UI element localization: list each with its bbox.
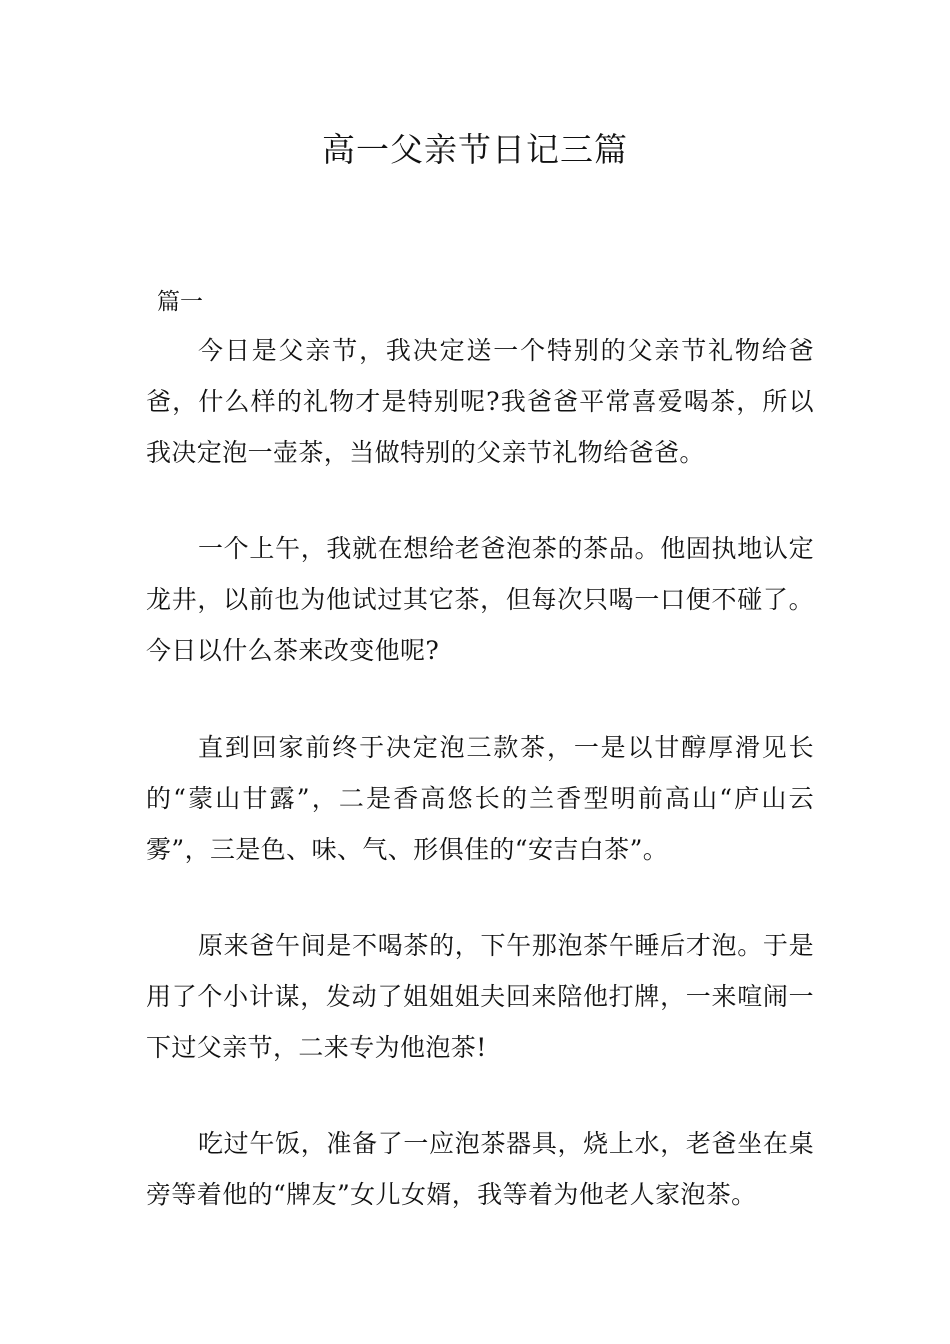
paragraph-5: 吃过午饭，准备了一应泡茶器具，烧上水，老爸坐在桌旁等着他的“牌友”女儿女婿，我等着为他老人家泡茶。 bbox=[146, 1129, 814, 1209]
paragraph-3: 直到回家前终于决定泡三款茶，一是以甘醇厚滑见长的“蒙山甘露”，二是香高悠长的兰香型明前高山“庐山云雾”，三是色、味、气、形俱佳的“安吉白茶”。 bbox=[146, 733, 814, 864]
paragraph-1: 今日是父亲节，我决定送一个特别的父亲节礼物给爸爸，什么样的礼物才是特别呢?我爸爸平常喜爱喝茶，所以我决定泡一壶茶，当做特别的父亲节礼物给爸爸。 bbox=[146, 336, 814, 467]
section-label: 篇一 bbox=[157, 289, 203, 315]
document-title: 高一父亲节日记三篇 bbox=[322, 130, 628, 169]
paragraph-2: 一个上午，我就在想给老爸泡茶的茶品。他固执地认定龙井，以前也为他试过其它茶，但每次只喝一口便不碰了。今日以什么茶来改变他呢? bbox=[146, 534, 814, 665]
paragraph-4: 原来爸午间是不喝茶的，下午那泡茶午睡后才泡。于是用了个小计谋，发动了姐姐姐夫回来陪他打牌，一来喧闹一下过父亲节，二来专为他泡茶! bbox=[146, 931, 814, 1062]
